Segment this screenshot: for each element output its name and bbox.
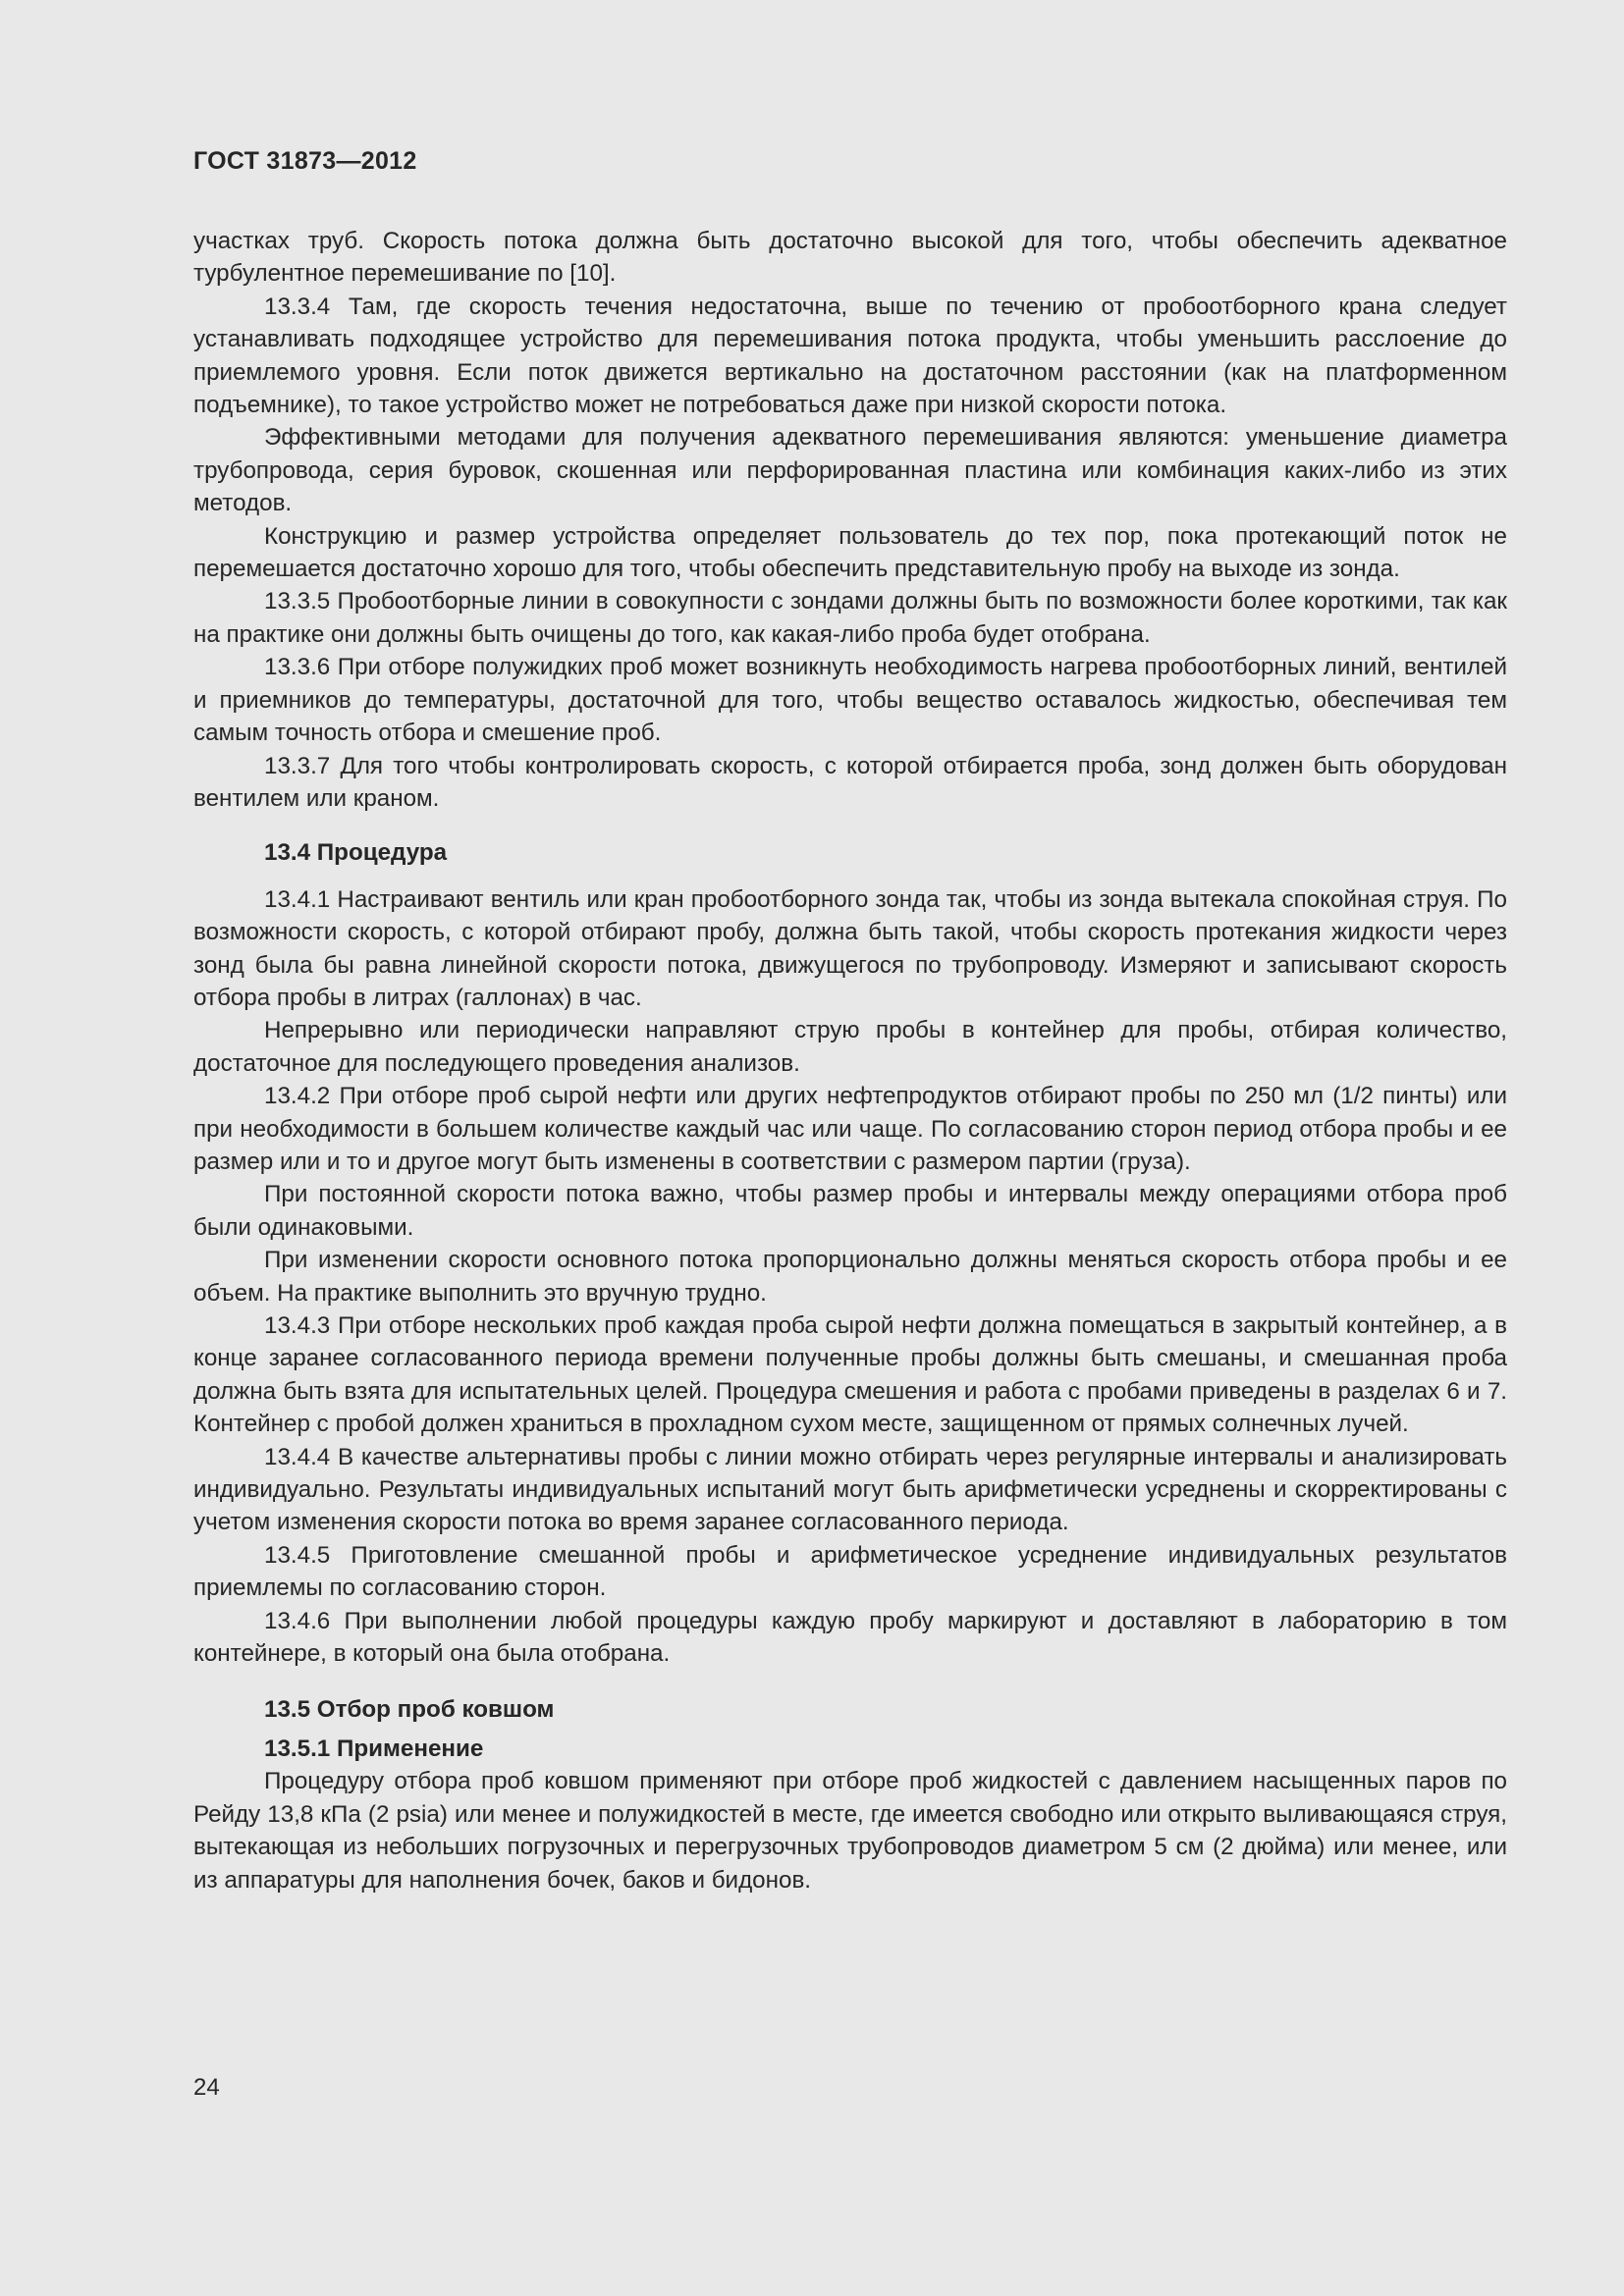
page-body	[193, 225, 1507, 1896]
paragraph-13-3-7: 13.3.7 Для того чтобы контролировать скорость, с которой отбирается проба, зонд должен быть оборудован вентилем или краном.	[193, 752, 1507, 812]
paragraph-13-4-4: 13.4.4 В качестве альтернативы пробы с линии можно отбирать через регулярные интервалы и анализировать индивидуально. Результаты индивидуальных испытаний могут быть арифметически усреднены и скорректированы с учетом изменения скорости потока во время заранее согласованного периода.	[193, 1443, 1507, 1536]
paragraph-13-4-3: 13.4.3 При отборе нескольких проб каждая проба сырой нефти должна помещаться в закрытый контейнер, а в конце заранее согласованного периода времени полученные пробы должны быть смешаны, и смешанная проба должна быть взята для испытательных целей. Процедура смешения и работа с пробами приведены в разделах 6 и 7. Контейнер с пробой должен храниться в прохладном сухом месте, защищенном от прямых солнечных лучей.	[193, 1312, 1507, 1438]
paragraph-13-3-5: 13.3.5 Пробоотборные линии в совокупности с зондами должны быть по возможности более короткими, так как на практике они должны быть очищены до того, как какая-либо проба будет отобрана.	[193, 588, 1507, 648]
paragraph-13-4-6: 13.4.6 При выполнении любой процедуры каждую пробу маркируют и доставляют в лабораторию в том контейнере, в который она была отобрана.	[193, 1607, 1507, 1668]
page-number: 24	[193, 2074, 220, 2101]
paragraph-13-4-5: 13.4.5 Приготовление смешанной пробы и арифметическое усреднение индивидуальных результатов приемлемы по согласованию сторон.	[193, 1541, 1507, 1602]
paragraph: участках труб. Скорость потока должна быть достаточно высокой для того, чтобы обеспечить адекватное турбулентное перемешивание по [10].	[193, 228, 1507, 288]
section-heading-13-4: 13.4 Процедура	[264, 839, 448, 867]
paragraph-13-4-1: 13.4.1 Настраивают вентиль или кран пробоотборного зонда так, чтобы из зонда вытекала спокойная струя. По возможности скорость, с которой отбирают пробу, должна быть такой, чтобы скорость протекания жидкости через зонд была бы равна линейной скорости потока, движущегося по трубопроводу. Измеряют и записывают скорость отбора пробы в литрах (галлонах) в час.	[193, 885, 1507, 1011]
document-header: ГОСТ 31873—2012	[193, 147, 417, 175]
paragraph-13-4-2: 13.4.2 При отборе проб сырой нефти или других нефтепродуктов отбирают пробы по 250 мл (1/2 пинты) или при необходимости в большем количестве каждый час или чаще. По согласованию сторон период отбора пробы и ее размер или и то и другое могут быть изменены в соответствии с размером партии (груза).	[193, 1083, 1507, 1175]
paragraph: Процедуру отбора проб ковшом применяют при отборе проб жидкостей с давлением насыщенных паров по Рейду 13,8 кПа (2 psia) или менее и полужидкостей в месте, где имеется свободно или открыто выливающаяся струя, вытекающая из небольших погрузочных и перегрузочных трубопроводов диаметром 5 см (2 дюйма) или менее, или из аппаратуры для наполнения бочек, баков и бидонов.	[193, 1768, 1507, 1894]
paragraph-13-3-6: 13.3.6 При отборе полужидких проб может возникнуть необходимость нагрева пробоотборных линий, вентилей и приемников до температуры, достаточной для того, чтобы вещество оставалось жидкостью, обеспечивая тем самым точность отбора и смешение проб.	[193, 654, 1507, 747]
paragraph: При постоянной скорости потока важно, чтобы размер пробы и интервалы между операциями отбора проб были одинаковыми.	[193, 1181, 1507, 1241]
paragraph: Эффективными методами для получения адекватного перемешивания являются: уменьшение диаметра трубопровода, серия буровок, скошенная или перфорированная пластина или комбинация каких-либо из этих методов.	[193, 424, 1507, 517]
paragraph: При изменении скорости основного потока пропорционально должны меняться скорость отбора пробы и ее объем. На практике выполнить это вручную трудно.	[193, 1247, 1507, 1307]
paragraph: Непрерывно или периодически направляют струю пробы в контейнер для пробы, отбирая количество, достаточное для последующего проведения анализов.	[193, 1017, 1507, 1077]
subsection-heading-13-5-1: 13.5.1 Применение	[264, 1735, 484, 1762]
paragraph-13-3-4: 13.3.4 Там, где скорость течения недостаточна, выше по течению от пробоотборного крана следует устанавливать подходящее устройство для перемешивания потока продукта, чтобы уменьшить расслоение до приемлемого уровня. Если поток движется вертикально на достаточном расстоянии (как на платформенном подъемнике), то такое устройство может не потребоваться даже при низкой скорости потока.	[193, 293, 1507, 419]
paragraph: Конструкцию и размер устройства определяет пользователь до тех пор, пока протекающий поток не перемешается достаточно хорошо для того, чтобы обеспечить представительную пробу на выходе из зонда.	[193, 522, 1507, 583]
section-heading-13-5: 13.5 Отбор проб ковшом	[264, 1696, 555, 1724]
